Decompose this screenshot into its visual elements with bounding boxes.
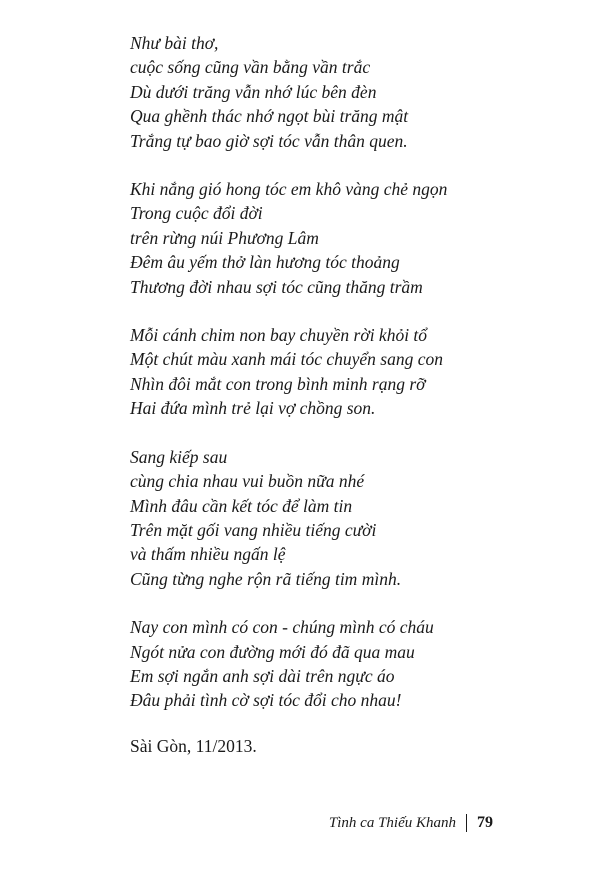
poem-line: Trắng tự bao giờ sợi tóc vẫn thân quen. [130, 130, 408, 151]
poem-line: Đêm âu yếm thở làn hương tóc thoảng [130, 252, 400, 273]
stanza-4 [130, 445, 570, 591]
place-date-signature: Sài Gòn, 11/2013. [130, 736, 257, 756]
poem-line: Hai đứa mình trẻ lại vợ chồng son. [130, 398, 376, 419]
poem-line: Mình đâu cần kết tóc để làm tin [130, 495, 353, 516]
poem-line: Nhìn đôi mắt con trong bình minh rạng rỡ [130, 373, 426, 394]
page-number: 79 [477, 814, 493, 831]
stanza-1 [130, 31, 570, 153]
poem-line: Ngót nửa con đường mới đó đã qua mau [130, 641, 415, 662]
poem-line: cuộc sống cũng vần bằng vần trắc [130, 57, 371, 78]
poem-line: trên rừng núi Phương Lâm [130, 227, 319, 248]
stanza-2 [130, 177, 570, 299]
stanza-3 [130, 323, 570, 421]
poem-line: Trong cuộc đổi đời [130, 203, 263, 224]
page-footer [329, 813, 493, 833]
poem-line: Một chút màu xanh mái tóc chuyển sang con [130, 349, 443, 370]
poem-line: Đâu phải tình cờ sợi tóc đổi cho nhau! [130, 690, 402, 711]
poem-line: Nay con mình có con - chúng mình có cháu [130, 617, 434, 638]
poem-line: Như bài thơ, [130, 33, 219, 53]
poem-line: Mỗi cánh chim non bay chuyền rời khỏi tổ [130, 325, 428, 346]
footer-divider [466, 814, 467, 832]
stanza-5 [130, 615, 570, 713]
poem-line: Khi nắng gió hong tóc em khô vàng chẻ ngọn [130, 179, 448, 200]
poem-line: Cũng từng nghe rộn rã tiếng tim mình. [130, 568, 402, 589]
poem-line: Em sợi ngắn anh sợi dài trên ngực áo [130, 665, 395, 686]
book-title: Tình ca Thiếu Khanh [328, 815, 456, 831]
poem-body [130, 31, 570, 737]
poem-line: Thương đời nhau sợi tóc cũng thăng trầm [130, 276, 423, 297]
poem-line: cùng chia nhau vui buồn nữa nhé [130, 471, 365, 492]
poem-line: và thấm nhiều ngấn lệ [130, 544, 286, 565]
poem-line: Sang kiếp sau [130, 446, 228, 467]
poem-line: Trên mặt gối vang nhiều tiếng cười [130, 519, 377, 540]
poem-line: Qua ghềnh thác nhớ ngọt bùi trăng mật [130, 106, 409, 127]
poem-line: Dù dưới trăng vẫn nhớ lúc bên đèn [130, 81, 377, 102]
